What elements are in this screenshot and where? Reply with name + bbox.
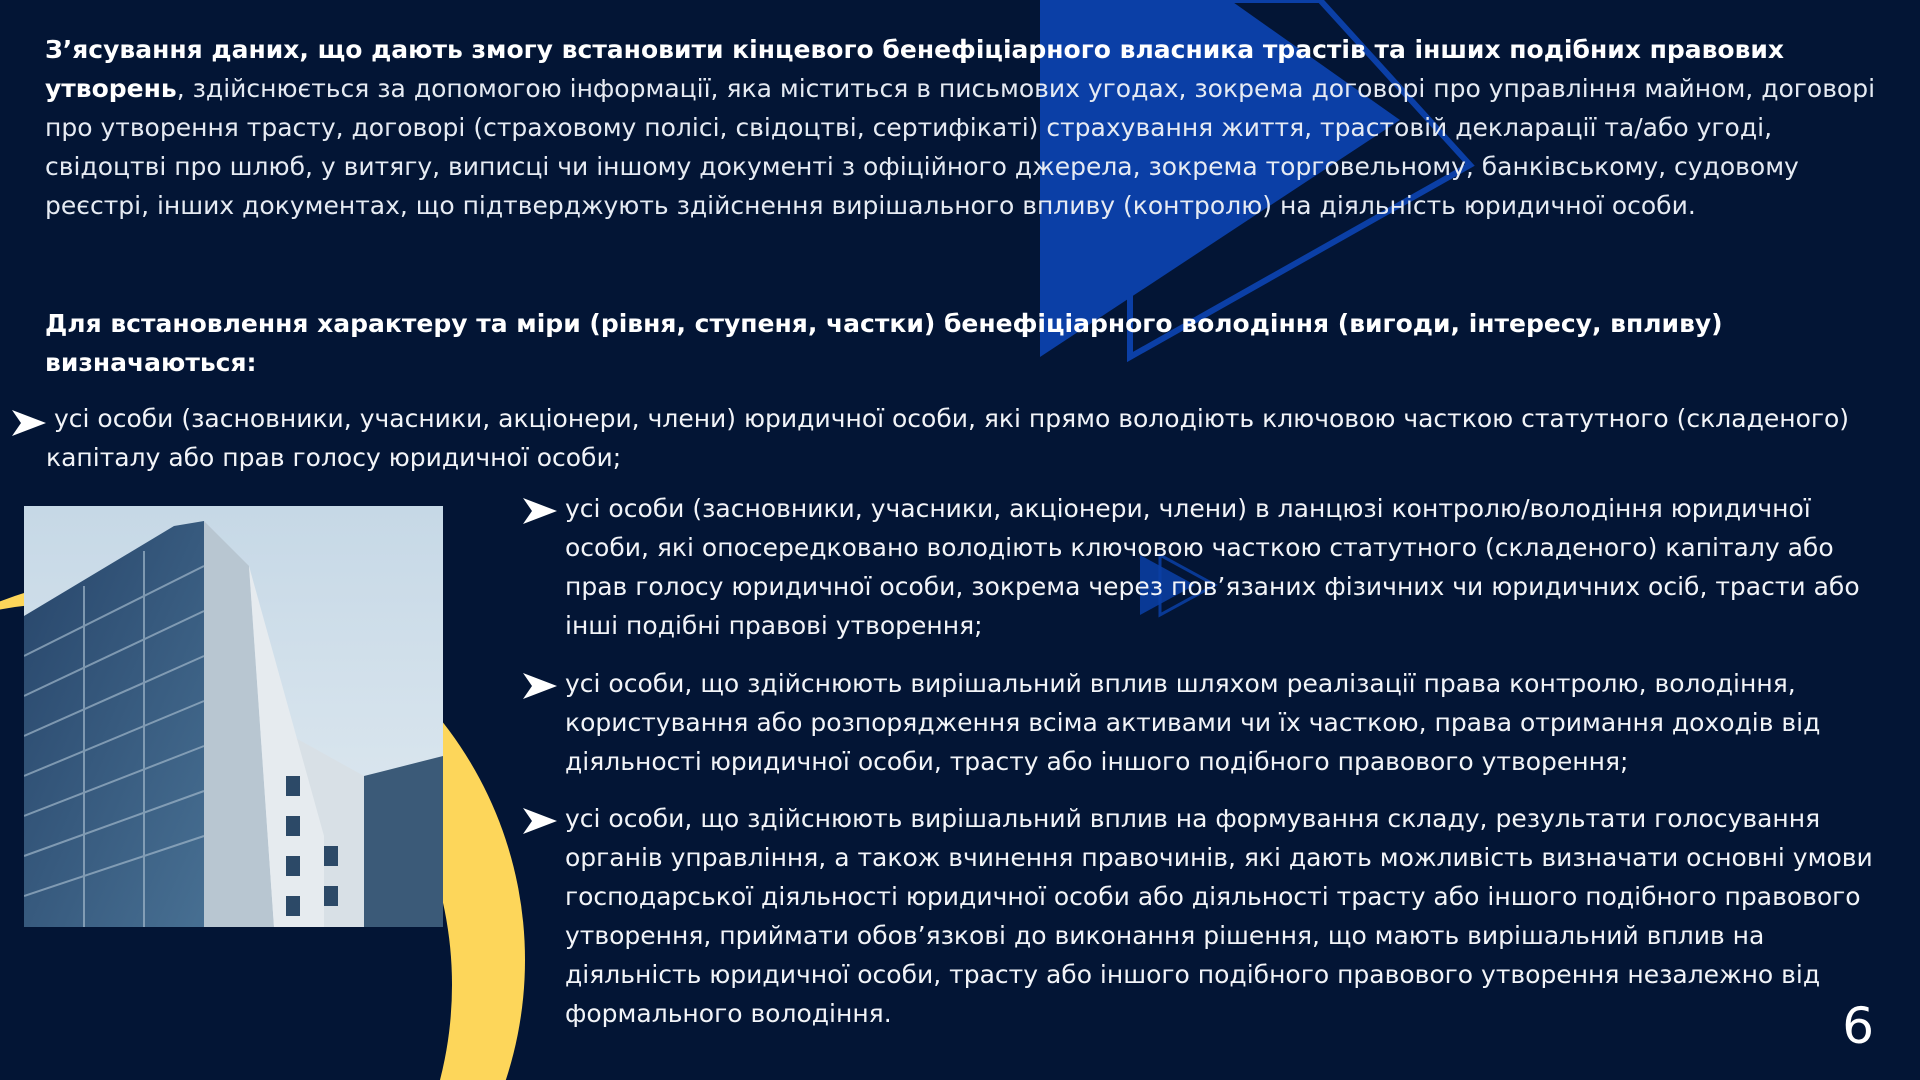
section-heading: Для встановлення характеру та міри (рівня, ступеня, частки) бенефіціарного володіння (вигоди, інтересу, впливу) визначаються: bbox=[45, 309, 1723, 377]
list-item bbox=[565, 489, 1885, 645]
list-item bbox=[565, 664, 1885, 781]
intro-paragraph-bold: З’ясування даних, що дають змогу встановити кінцевого бенефіціарного власника трастів та інших подібних правових утворень bbox=[45, 35, 1785, 103]
intro-paragraph bbox=[45, 30, 1885, 225]
list-item bbox=[46, 399, 1886, 477]
arrowhead-bullet-icon bbox=[12, 410, 46, 436]
intro-paragraph-rest: , здійснюється за допомогою інформації, яка міститься в письмових угодах, зокрема договорі про управління майном, договорі про утворення трасту, договорі (страховому полісі, свідоцтві, сертифікаті) страхування життя, трастовій декларації та/або угоді, свідоцтві про шлюб, у витягу, виписці чи іншому документі з офіційного джерела, зокрема торговельному, банківському, судовому реєстрі, інших документах, що підтверджують здійснення вирішального впливу (контролю) на діяльність юридичної особи. bbox=[45, 74, 1876, 220]
arrowhead-bullet-icon bbox=[523, 808, 557, 834]
arrowhead-bullet-icon bbox=[523, 673, 557, 699]
list-item-text: усі особи (засновники, учасники, акціонери, члени) в ланцюзі контролю/володіння юридичної особи, які опосередковано володіють ключовою часткою статутного (складеного) капіталу або прав голосу юридичної особи, зокрема через пов’язаних фізичних чи юридичних осіб, трасти або інші подібні правові утворення; bbox=[565, 494, 1860, 640]
list-item-text: усі особи (засновники, учасники, акціонери, члени) юридичної особи, які прямо володіють ключовою часткою статутного (складеного) капіталу або прав голосу юридичної особи; bbox=[46, 404, 1850, 472]
arrowhead-bullet-icon bbox=[523, 498, 557, 524]
list-item-text: усі особи, що здійснюють вирішальний вплив на формування складу, результати голосування органів управління, а також вчинення правочинів, які дають можливість визначати основні умови господарської діяльності юридичної особи або діяльності трасту або іншого подібного правового утворення, приймати обов’язкові до виконання рішення, що мають вирішальний вплив на діяльність юридичної особи, трасту або іншого подібного правового утворення незалежно від формального володіння. bbox=[565, 804, 1873, 1028]
page-number: 6 bbox=[1842, 997, 1874, 1055]
list-item bbox=[565, 799, 1885, 1033]
list-item-text: усі особи, що здійснюють вирішальний вплив шляхом реалізації права контролю, володіння, користування або розпорядження всіма активами чи їх часткою, права отримання доходів від діяльності юридичної особи, трасту або іншого подібного правового утворення; bbox=[565, 669, 1821, 776]
